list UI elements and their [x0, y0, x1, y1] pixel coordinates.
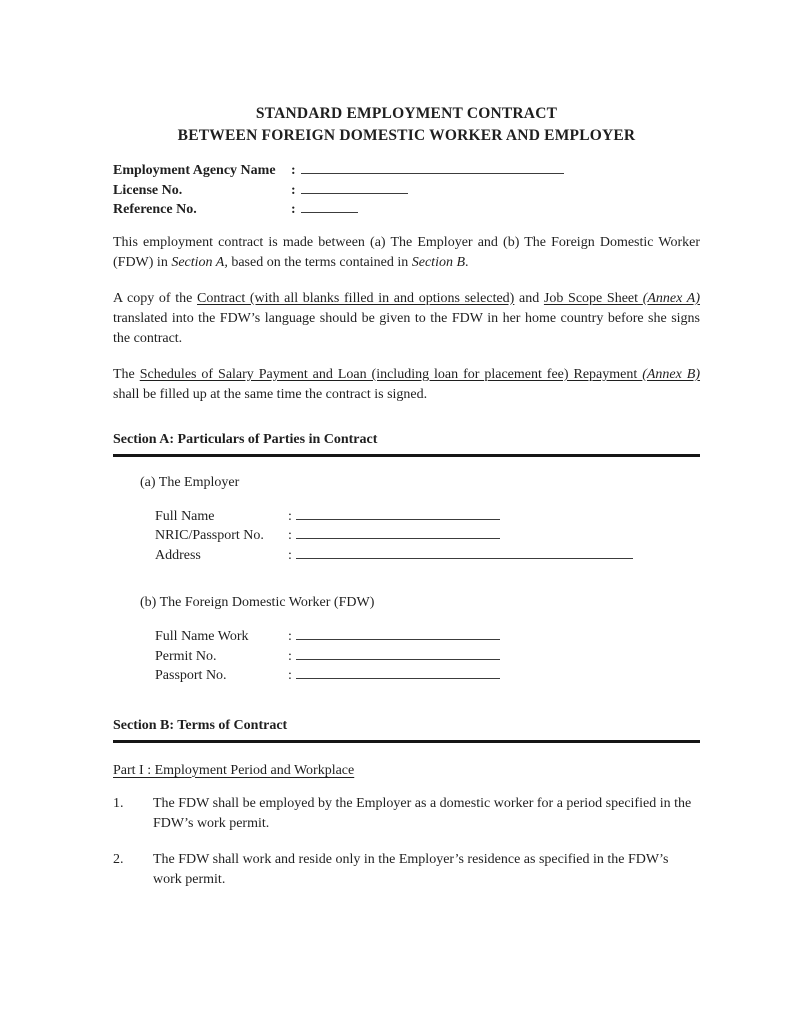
- clause-2-text: The FDW shall work and reside only in the Employer’s residence as specified in the FDW’s work permit.: [153, 851, 669, 887]
- fdw-fields: [155, 627, 700, 686]
- text-segment: A copy of the: [113, 290, 198, 306]
- clause-1-text: The FDW shall be employed by the Employer as a domestic worker for a period specified in the FDW’s work permit.: [153, 795, 692, 831]
- agency-name-row: [113, 161, 700, 181]
- intro-paragraph-1: [113, 233, 700, 273]
- agency-name-label: Employment Agency Name: [113, 163, 276, 178]
- employer-nric-label: NRIC/Passport No.: [155, 528, 264, 543]
- reference-no-row: [113, 200, 700, 220]
- text-segment: translated into the FDW’s language should be given to the FDW in her home country before she signs the contract.: [113, 310, 700, 346]
- text-segment: shall be filled up at the same time the contract is signed.: [113, 386, 428, 402]
- employer-full-name-blank: [296, 507, 500, 520]
- employer-address-row: [155, 546, 700, 566]
- fdw-permit-no-row: [155, 647, 700, 667]
- employer-nric-colon: :: [288, 528, 292, 543]
- clause-2: [113, 850, 700, 890]
- fdw-passport-no-label: Passport No.: [155, 668, 227, 683]
- license-no-row: [113, 181, 700, 201]
- title-line-1: STANDARD EMPLOYMENT CONTRACT: [255, 105, 558, 122]
- reference-no-label: Reference No.: [113, 202, 197, 217]
- fdw-full-name-colon: :: [288, 629, 292, 644]
- fdw-subheading: (b) The Foreign Domestic Worker (FDW): [140, 595, 375, 610]
- document-title: [113, 103, 700, 147]
- text-segment: Job Scope Sheet: [543, 290, 643, 306]
- employer-fields: [155, 507, 700, 566]
- employer-subheading: (a) The Employer: [140, 474, 240, 490]
- employer-nric-blank: [296, 526, 500, 539]
- text-segment: (Annex A): [642, 290, 700, 306]
- employer-full-name-label: Full Name: [155, 508, 215, 524]
- fdw-permit-no-blank: [296, 647, 500, 660]
- employer-full-name-row: [155, 507, 700, 527]
- text-segment: and: [514, 290, 544, 306]
- reference-no-colon: :: [291, 202, 296, 217]
- employer-nric-row: [155, 526, 700, 546]
- text-segment: Section A,: [171, 254, 228, 270]
- document-content: [113, 103, 700, 890]
- fdw-permit-no-colon: :: [288, 648, 292, 664]
- text-segment: .: [465, 254, 469, 270]
- text-segment: Section B: [411, 254, 466, 270]
- clause-2-number: 2.: [113, 851, 124, 867]
- agency-header-block: [113, 161, 700, 220]
- employer-address-label: Address: [155, 547, 201, 563]
- fdw-full-name-blank: [296, 627, 500, 640]
- clause-1-number: 1.: [113, 795, 124, 811]
- fdw-full-name-row: [155, 627, 700, 647]
- fdw-permit-no-label: Permit No.: [155, 648, 217, 664]
- employer-address-colon: :: [288, 547, 292, 563]
- intro-paragraph-3: [113, 365, 700, 405]
- text-segment: The: [113, 366, 140, 382]
- text-segment: based on the terms contained in: [227, 254, 412, 270]
- fdw-passport-no-colon: :: [288, 668, 292, 683]
- agency-name-colon: :: [291, 163, 296, 178]
- fdw-passport-no-row: [155, 666, 700, 686]
- employer-address-blank: [296, 546, 633, 559]
- section-a-heading: Section A: Particulars of Parties in Contract: [113, 430, 700, 457]
- section-b-heading: Section B: Terms of Contract: [113, 716, 700, 743]
- license-no-label: License No.: [113, 182, 183, 198]
- employer-full-name-colon: :: [288, 508, 292, 524]
- fdw-full-name-label: Full Name Work: [155, 629, 249, 644]
- intro-paragraph-2: [113, 289, 700, 349]
- text-segment: Contract (with all blanks filled in and options selected): [197, 290, 515, 306]
- license-no-blank: [301, 181, 408, 194]
- part-1-heading: Part I : Employment Period and Workplace: [113, 762, 355, 778]
- clause-1: [113, 794, 700, 834]
- title-line-2: BETWEEN FOREIGN DOMESTIC WORKER AND EMPLOYER: [177, 127, 636, 144]
- agency-name-blank: [301, 161, 564, 174]
- text-segment: Schedules of Salary Payment and Loan (including loan for placement fee) Repayment: [139, 366, 643, 382]
- fdw-passport-no-blank: [296, 666, 500, 679]
- license-no-colon: :: [291, 182, 296, 198]
- reference-no-blank: [301, 200, 358, 213]
- text-segment: (Annex B): [642, 366, 701, 382]
- text-segment: This employment contract is made between (a) The Employer and (b) The Foreign Domestic Worker (FDW) in: [113, 234, 700, 270]
